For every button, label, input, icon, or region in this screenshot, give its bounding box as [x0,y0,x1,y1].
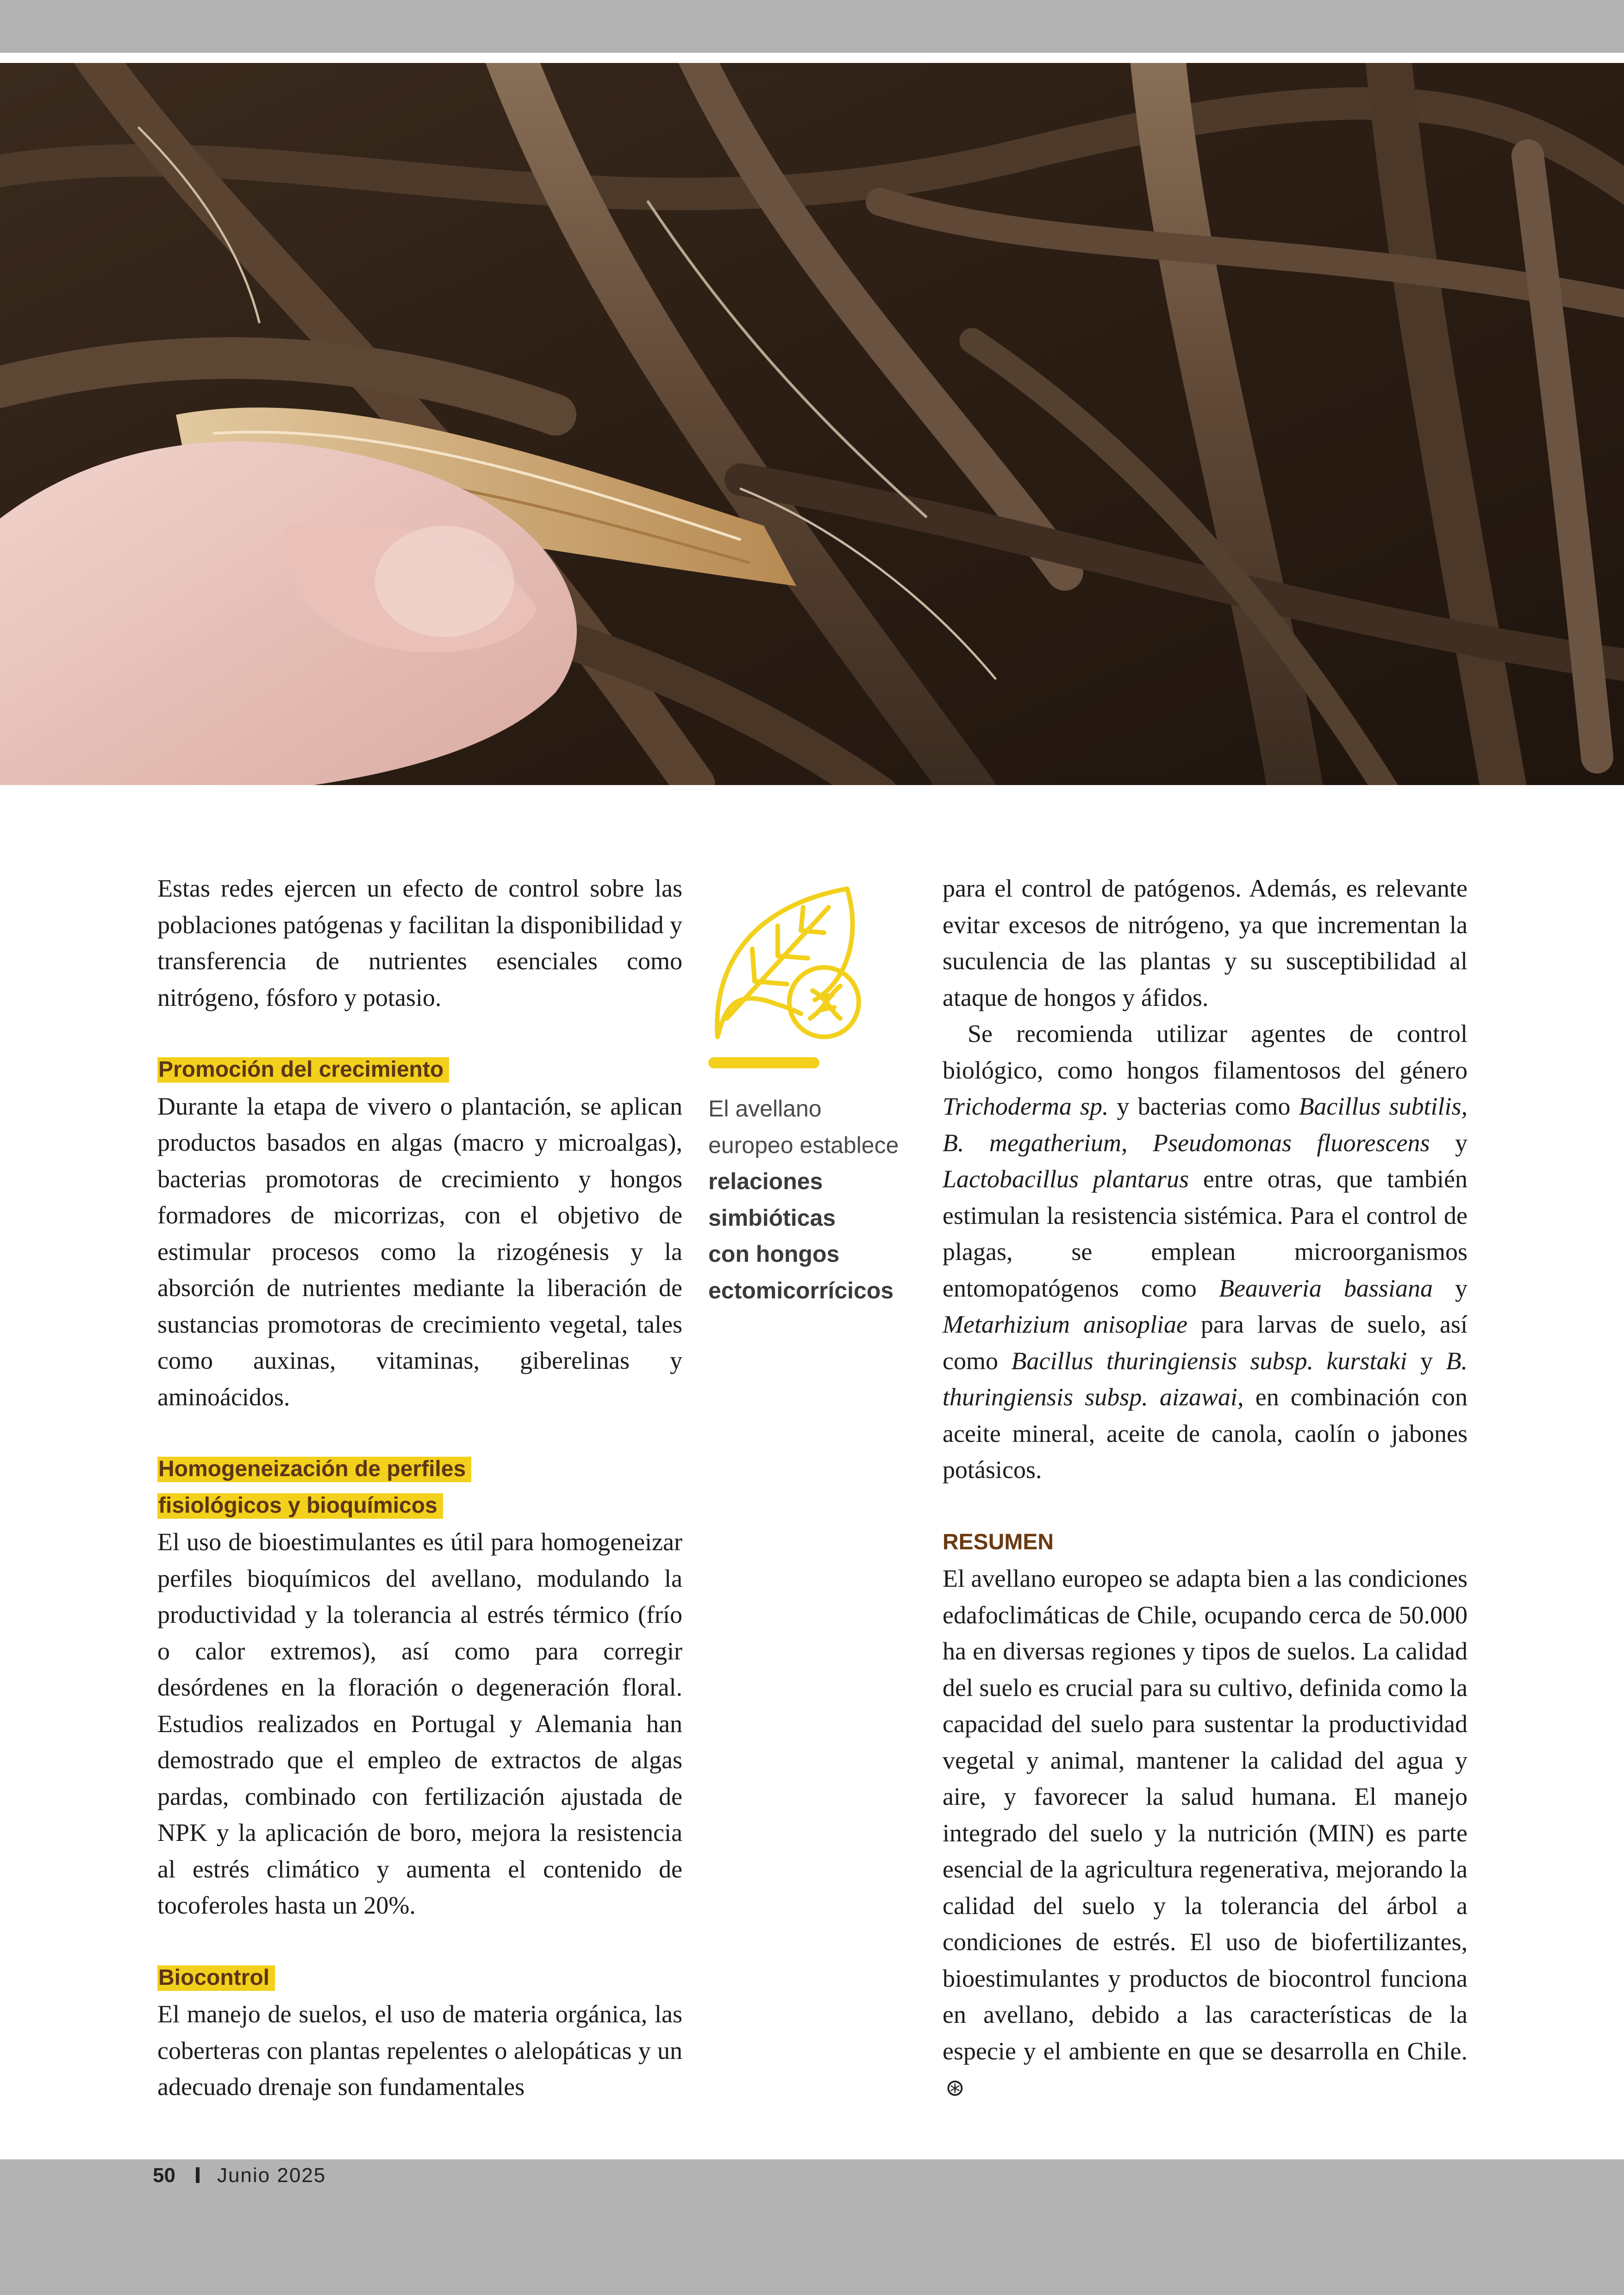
biocontrol-paragraph: El manejo de suelos, el uso de materia orgánica, las coberteras con plantas repelentes o alelopáticas y un adecuado drenaje son fundamentales [157,2000,682,2101]
heading-resumen: RESUMEN [943,1529,1054,1554]
left-column [157,870,682,2105]
heading-homogeneizacion-line2: fisiológicos y bioquímicos [157,1493,443,1519]
page-footer [153,2162,326,2189]
roots-photo [0,63,1624,785]
callout-bold-2: simbióticas [708,1204,836,1231]
heading-homogeneizacion-line1: Homogeneización de perfiles [157,1457,471,1482]
end-of-article-icon: ⊛ [945,2074,965,2101]
callout-line-2: europeo establece [708,1132,899,1158]
promocion-paragraph: Durante la etapa de vivero o plantación, se aplican productos basados en algas (macro y microalgas), bacterias promotoras de crecimiento y hongos formadores de micorrizas, con el objetivo de estimular procesos como la rizogénesis y la absorción de nutrientes mediante la liberación de sustancias promotoras de crecimiento vegetal, tales como auxinas, vitaminas, giberelinas y aminoácidos. [157,1092,682,1411]
callout-bold-4: ectomicorrícicos [708,1277,894,1303]
resumen-paragraph: El avellano europeo se adapta bien a las condiciones edafoclimáticas de Chile, ocupando cerca de 50.000 ha en diversas regiones y tipos de suelos. La calidad del suelo es crucial para su cultivo, definida como la capacidad del suelo para sustentar la productividad vegetal y animal, mantener la calidad del agua y aire, y favorecer la salud humana. El manejo integrado del suelo y la nutrición (MIN) es parte esencial de la agricultura regenerativa, mejorando la calidad del suelo y la tolerancia del árbol a condiciones de estrés. El uso de biofertilizantes, bioestimulantes y productos de biocontrol funciona en avellano, debido a las características de la especie y el ambiente en que se desarrolla en Chile.⊛ [943,1560,1468,2106]
control-patogenos-paragraph: para el control de patógenos. Además, es relevante evitar excesos de nitrógeno, ya que incrementan la suculencia de las plantas y su susceptibilidad al ataque de hongos y áfidos. [943,874,1468,1011]
sidebar-callout [708,879,921,1309]
footer-divider [196,2167,200,2183]
callout-text [708,1091,921,1309]
callout-bold-1: relaciones [708,1168,823,1194]
callout-line-1: El avellano [708,1096,822,1122]
heading-homogeneizacion [157,1451,682,1524]
control-biologico-paragraph: Se recomienda utilizar agentes de control biológico, como hongos filamentosos del género Trichoderma sp. y bacterias como Bacillus subtilis, B. megatherium, Pseudomonas fluorescens y Lactobacillus plantarus entre otras, que también estimulan la resistencia sistémica. Para el control de plagas, se emplean microorganismos entomopatógenos como Beauveria bassiana y Metarhizium anisopliae para larvas de suelo, así como Bacillus thuringiensis subsp. kurstaki y B. thuringiensis subsp. aizawai, en combinación con aceite mineral, aceite de canola, caolín o jabones potásicos. [943,1020,1468,1484]
callout-rule [708,1057,819,1068]
heading-biocontrol: Biocontrol [157,1960,682,1996]
leaf-dna-icon [708,879,875,1046]
intro-paragraph: Estas redes ejercen un efecto de control sobre las poblaciones patógenas y facilitan la disponibilidad y transferencia de nutrientes esenciales como nitrógeno, fósforo y potasio. [157,874,682,1011]
callout-bold-3: con hongos [708,1241,840,1267]
heading-promocion: Promoción del crecimiento [157,1052,682,1088]
homogeneizacion-paragraph: El uso de bioestimulantes es útil para homogeneizar perfiles bioquímicos del avellano, modulando la productividad y la tolerancia al estrés térmico (frío o calor extremos), así como para corregir desórdenes en la floración o degeneración floral. Estudios realizados en Portugal y Alemania han demostrado que el empleo de extractos de algas pardas, combinado con fertilización ajustada de NPK y la aplicación de boro, mejora la resistencia al estrés climático y aumenta el contenido de tocoferoles hasta un 20%. [157,1528,682,1919]
right-column [943,870,1468,2106]
top-band [0,0,1624,53]
page-number: 50 [153,2164,175,2187]
issue-date: Junio 2025 [217,2164,326,2187]
